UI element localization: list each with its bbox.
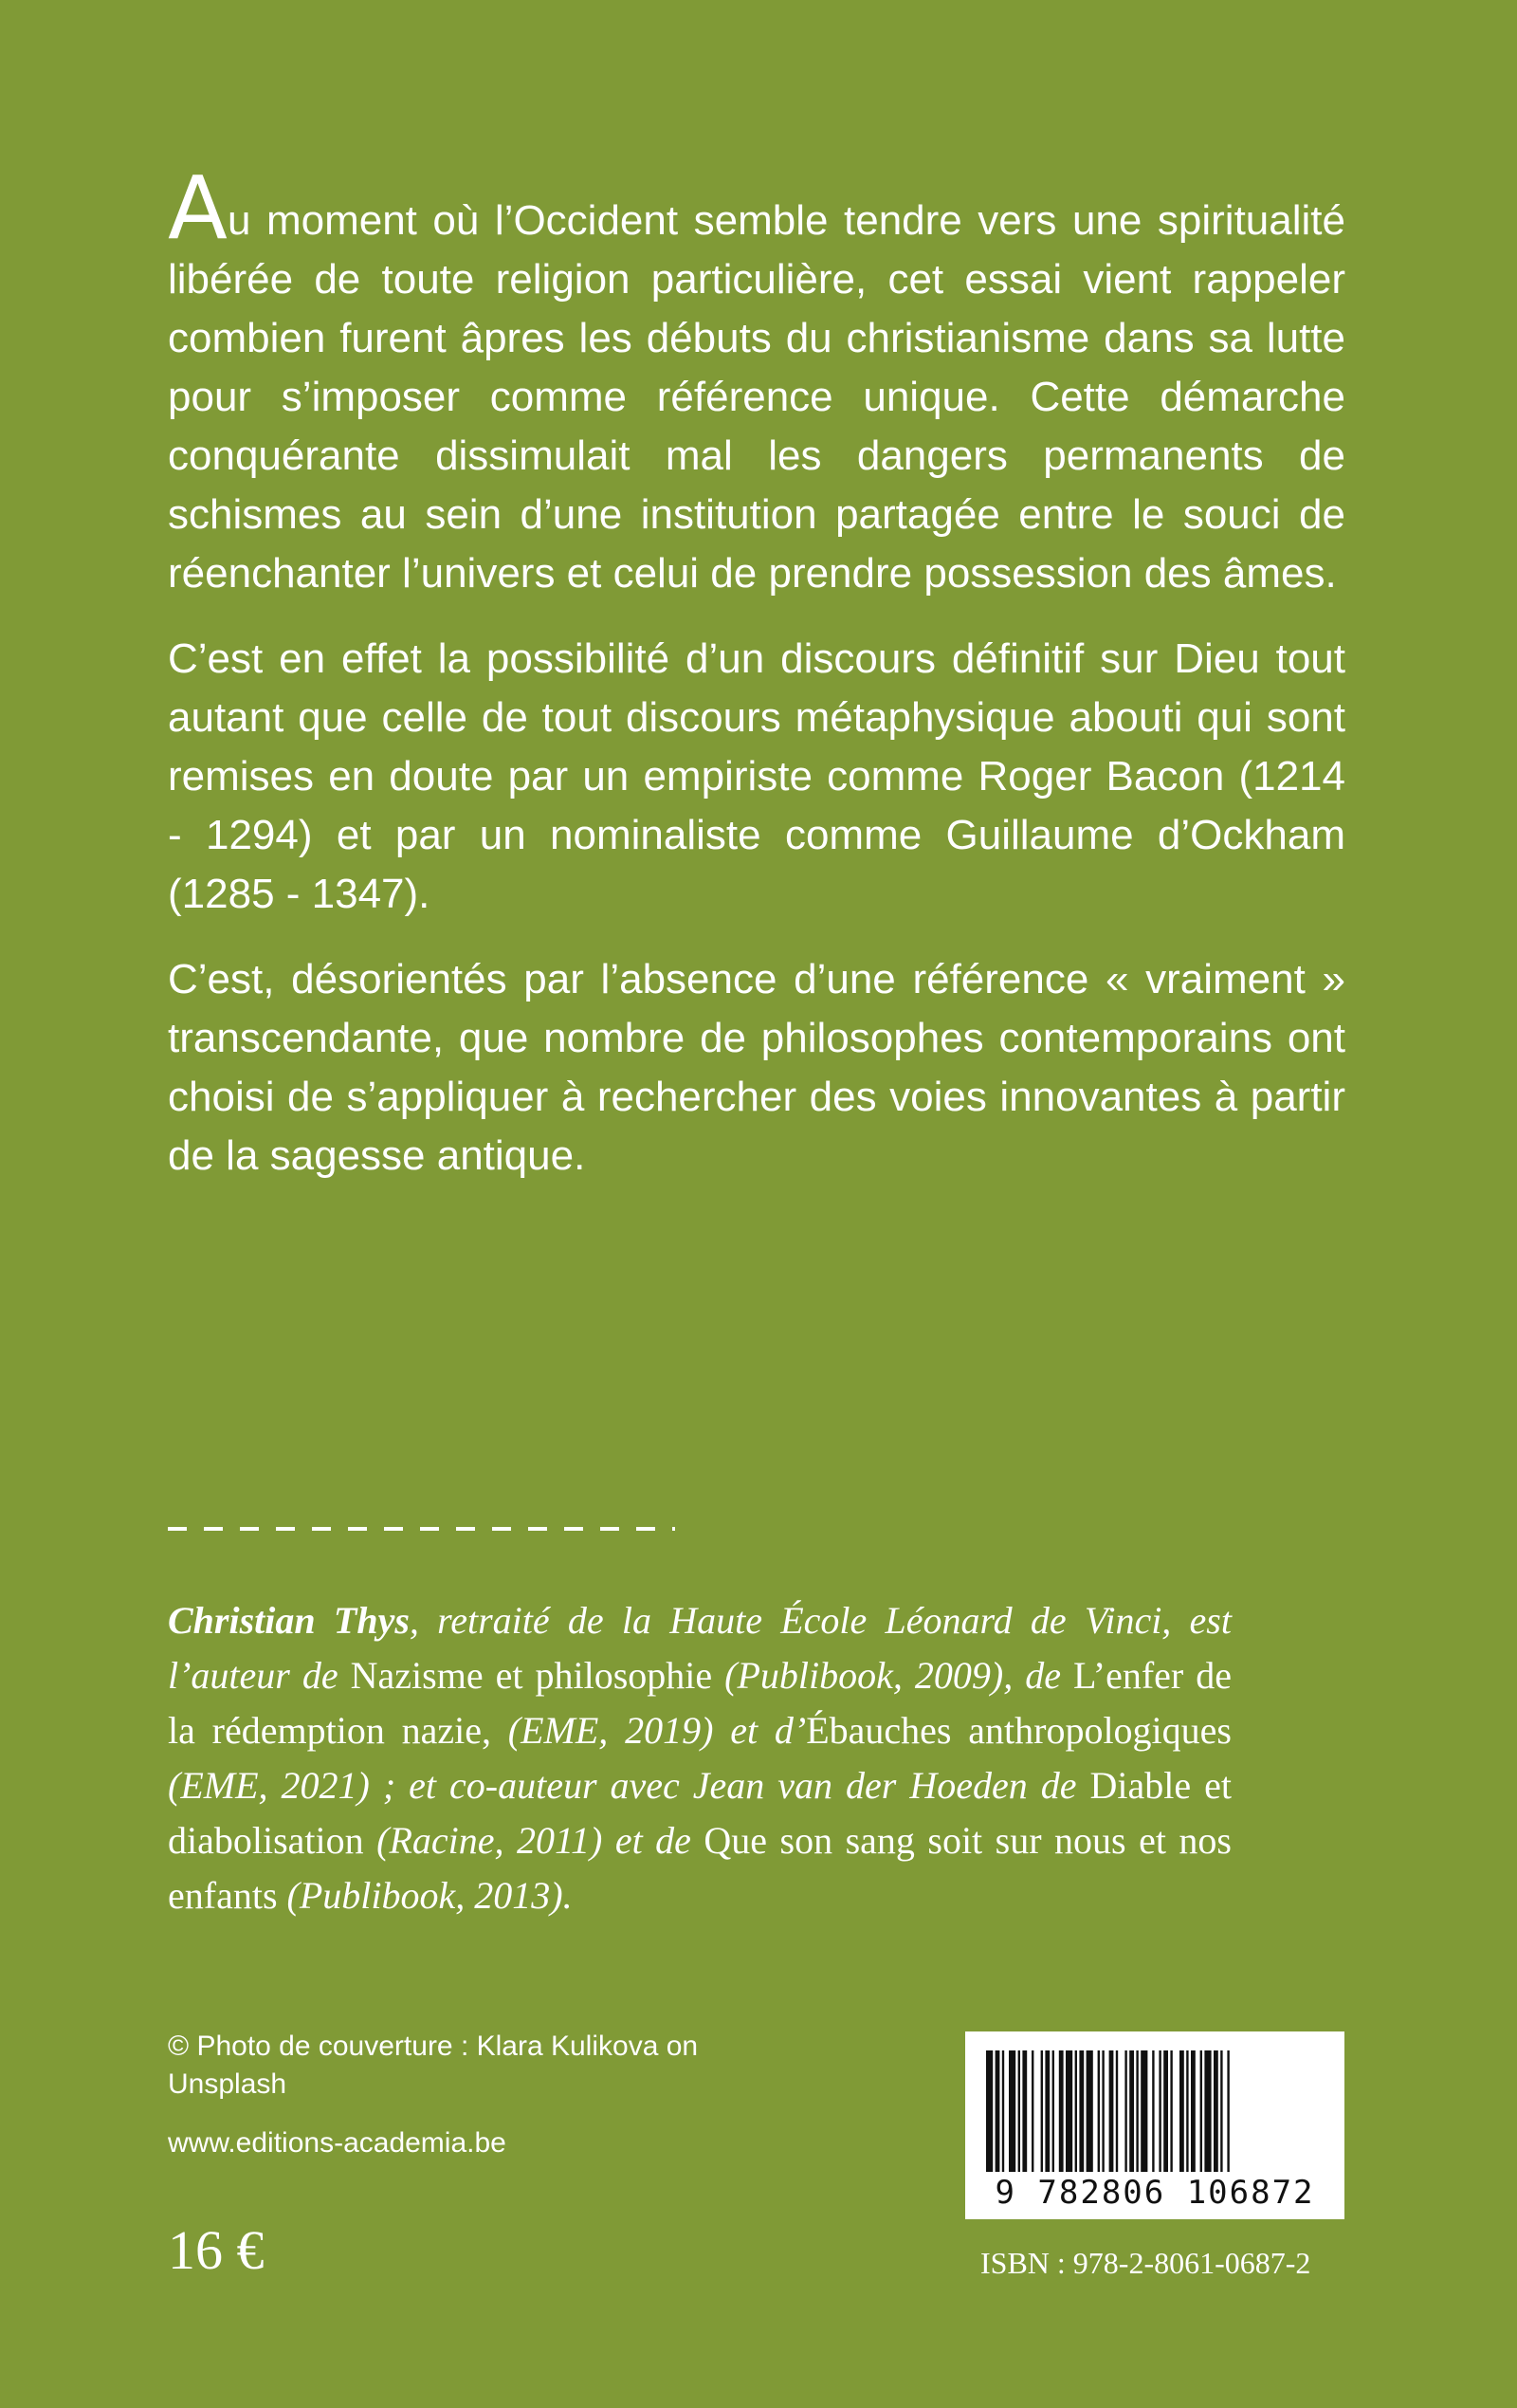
barcode — [965, 2031, 1344, 2219]
book-title-2: L’enfer de la rédemption nazie, — [168, 1654, 1233, 1752]
barcode-bar — [1141, 2050, 1147, 2172]
blurb-paragraph-1 — [168, 157, 1345, 603]
price: 16 € — [168, 2219, 265, 2281]
blurb-paragraph-3: C’est, désorientés par l’absence d’une référence « vraiment » transcendante, que nombre de philosophes contemporains ont choisi de s’appliquer à rechercher des voies innovantes à partir de la sagesse antique. — [168, 956, 1345, 1179]
blurb-paragraph-1-text: u moment où l’Occident semble tendre vers une spiritualité libérée de toute religion particulière, cet essai vient rappeler combien furent âpres les débuts du christianisme dans sa lutte pour s’imposer comme référence unique. Cette démarche conquérante dissimulait mal les dangers permanents de schismes au sein d’une institution partagée entre le souci de réenchanter l’univers et celui de prendre possession des âmes. — [168, 197, 1345, 597]
barcode-bar — [1098, 2050, 1100, 2172]
barcode-bar — [1109, 2050, 1114, 2172]
barcode-bar — [1200, 2050, 1202, 2172]
photo-credit: © Photo de couverture : Klara Kulikova on Unsplash — [168, 2031, 699, 2100]
book-title-1: Nazisme et philosophie — [350, 1654, 713, 1697]
barcode-bar — [1079, 2050, 1084, 2172]
barcode-bar — [1045, 2050, 1050, 2172]
bio-text-1: , retraité de la Haute École Léonard de Vinci, est l’auteur de — [168, 1599, 1232, 1697]
barcode-bar — [1087, 2050, 1093, 2172]
barcode-bar — [1191, 2050, 1196, 2172]
barcode-bar — [1179, 2050, 1184, 2172]
barcode-bar — [1018, 2050, 1020, 2172]
barcode-bar — [1041, 2050, 1043, 2172]
barcode-bar — [1136, 2050, 1138, 2172]
book-title-5: Que son sang soit sur nous et nos enfants — [168, 1819, 1232, 1917]
bio-text-6: (Publibook, 2013). — [277, 1874, 573, 1917]
barcode-bar — [1032, 2050, 1033, 2172]
barcode-bar — [1204, 2050, 1211, 2172]
barcode-bar — [1002, 2050, 1004, 2172]
barcode-bar — [1009, 2050, 1015, 2172]
barcode-bar — [1102, 2050, 1104, 2172]
barcode-bar — [1124, 2050, 1126, 2172]
barcode-bar — [1186, 2050, 1188, 2172]
barcode-digits: 9 782806 106872 — [995, 2174, 1315, 2212]
barcode-bar — [986, 2050, 993, 2172]
bio-text-4: (EME, 2021) ; et co-auteur avec Jean van der Hoeden de — [168, 1764, 1090, 1807]
isbn: ISBN : 978-2-8061-0687-2 — [980, 2246, 1311, 2280]
barcode-bars — [986, 2050, 1324, 2172]
dashed-separator — [168, 1527, 675, 1531]
barcode-bar — [1170, 2050, 1172, 2172]
barcode-bar — [1220, 2050, 1222, 2172]
barcode-bar — [1022, 2050, 1027, 2172]
blurb-paragraph-2: C’est en effet la possibilité d’un discours définitif sur Dieu tout autant que celle de tout discours métaphysique abouti qui sont remises en doute par un empiriste comme Roger Bacon (1214 - 1294) et par un nominaliste comme Guillaume d’Ockham (1285 - 1347). — [168, 635, 1345, 917]
author-name: Christian Thys — [168, 1599, 410, 1642]
barcode-bar — [1052, 2050, 1054, 2172]
barcode-bar — [1214, 2050, 1218, 2172]
bio-text-3: (EME, 2019) et d’ — [491, 1709, 807, 1752]
barcode-bar — [1227, 2050, 1229, 2172]
barcode-bar — [1163, 2050, 1168, 2172]
barcode-bar — [1075, 2050, 1077, 2172]
drop-cap: A — [168, 157, 228, 259]
bio-text-5: (Racine, 2011) et de — [363, 1819, 704, 1862]
author-bio — [168, 1593, 1232, 1923]
bio-text-2: (Publibook, 2009), de — [712, 1654, 1074, 1697]
barcode-bar — [1116, 2050, 1118, 2172]
barcode-bar — [1066, 2050, 1072, 2172]
blurb — [168, 157, 1345, 1212]
book-title-3: Ébauches anthropologiques — [806, 1709, 1232, 1752]
barcode-bar — [1152, 2050, 1154, 2172]
book-title-4: Diable et diabolisation — [168, 1764, 1233, 1862]
barcode-bar — [1129, 2050, 1134, 2172]
barcode-bar — [1159, 2050, 1161, 2172]
barcode-bar — [996, 2050, 1000, 2172]
publisher-website: www.editions-academia.be — [168, 2127, 506, 2159]
barcode-bar — [1059, 2050, 1064, 2172]
